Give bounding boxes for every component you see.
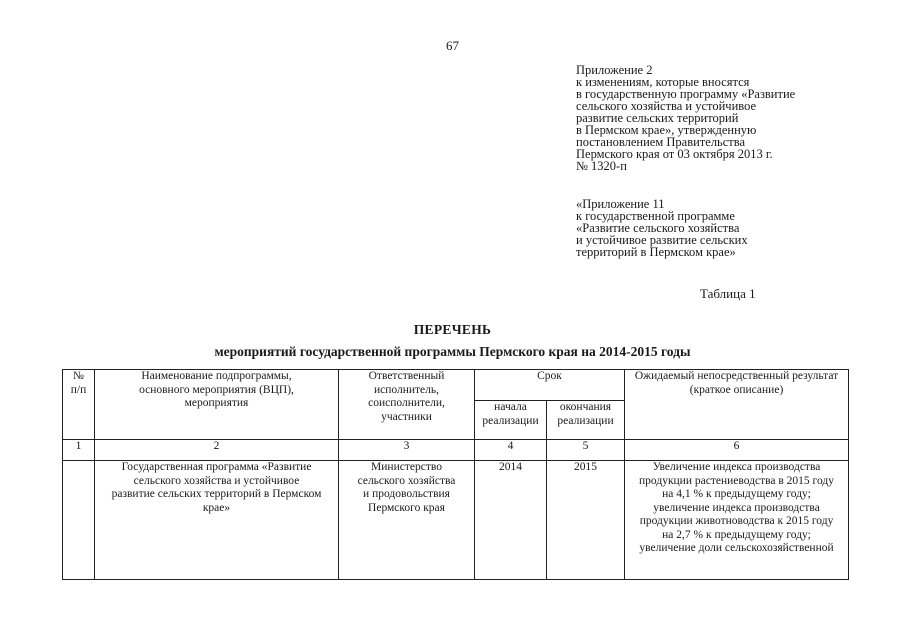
header-start: начала реализации <box>475 401 547 440</box>
column-number: 3 <box>339 440 475 461</box>
column-number: 1 <box>63 440 95 461</box>
row-result-cell: Увеличение индекса производства продукции растениеводства в 2015 году на 4,1 % к предыдущему году; увеличение индекса производства продукции животноводства к 2015 году на 2,7 % к предыдущему году; увеличение доли сельскохозяйственной <box>625 461 849 580</box>
table-row <box>63 461 849 580</box>
appendix-line: к государственной программе <box>576 209 735 223</box>
column-numbers-row <box>63 440 849 461</box>
row-responsible-cell: Министерство сельского хозяйства и продовольствия Пермского края <box>339 461 475 580</box>
document-subtitle: мероприятий государственной программы Пермского края на 2014-2015 годы <box>214 344 691 359</box>
appendix-line: в Пермском крае», утвержденную <box>576 123 757 137</box>
appendix-line: сельского хозяйства и устойчивое <box>576 99 757 113</box>
appendix-line: «Развитие сельского хозяйства <box>576 221 740 235</box>
column-number: 2 <box>95 440 339 461</box>
header-result: Ожидаемый непосредственный результат (краткое описание) <box>625 370 849 440</box>
table-header-row <box>63 370 849 401</box>
page-number: 67 <box>446 38 459 53</box>
appendix-line: «Приложение 11 <box>576 197 665 211</box>
appendix-header <box>576 64 876 172</box>
document-title: ПЕРЕЧЕНЬ <box>413 322 492 337</box>
column-number: 6 <box>625 440 849 461</box>
row-end-cell: 2015 <box>547 461 625 580</box>
row-num-cell <box>63 461 95 580</box>
appendix-line: и устойчивое развитие сельских <box>576 233 748 247</box>
appendix-line: территорий в Пермском крае» <box>576 245 736 259</box>
header-num: № п/п <box>63 370 95 440</box>
appendix-line: Пермского края от 03 октября 2013 г. <box>576 147 773 161</box>
column-number: 4 <box>475 440 547 461</box>
row-start-cell: 2014 <box>475 461 547 580</box>
appendix-line: к изменениям, которые вносятся <box>576 75 750 89</box>
appendix-line: № 1320-п <box>576 159 627 173</box>
header-term: Срок <box>475 370 625 401</box>
table-label: Таблица 1 <box>700 286 756 301</box>
appendix-line: в государственную программу «Развитие <box>576 87 796 101</box>
column-number: 5 <box>547 440 625 461</box>
row-name-cell: Государственная программа «Развитие сельского хозяйства и устойчивое развитие сельских территорий в Пермском крае» <box>95 461 339 580</box>
header-name: Наименование подпрограммы, основного мероприятия (ВЦП), мероприятия <box>95 370 339 440</box>
appendix-header-2 <box>576 198 876 258</box>
appendix-line: постановлением Правительства <box>576 135 746 149</box>
header-end: окончания реализации <box>547 401 625 440</box>
appendix-line: Приложение 2 <box>576 63 653 77</box>
header-responsible: Ответственный исполнитель, соисполнители, участники <box>339 370 475 440</box>
measures-table <box>62 369 849 580</box>
appendix-line: развитие сельских территорий <box>576 111 739 125</box>
